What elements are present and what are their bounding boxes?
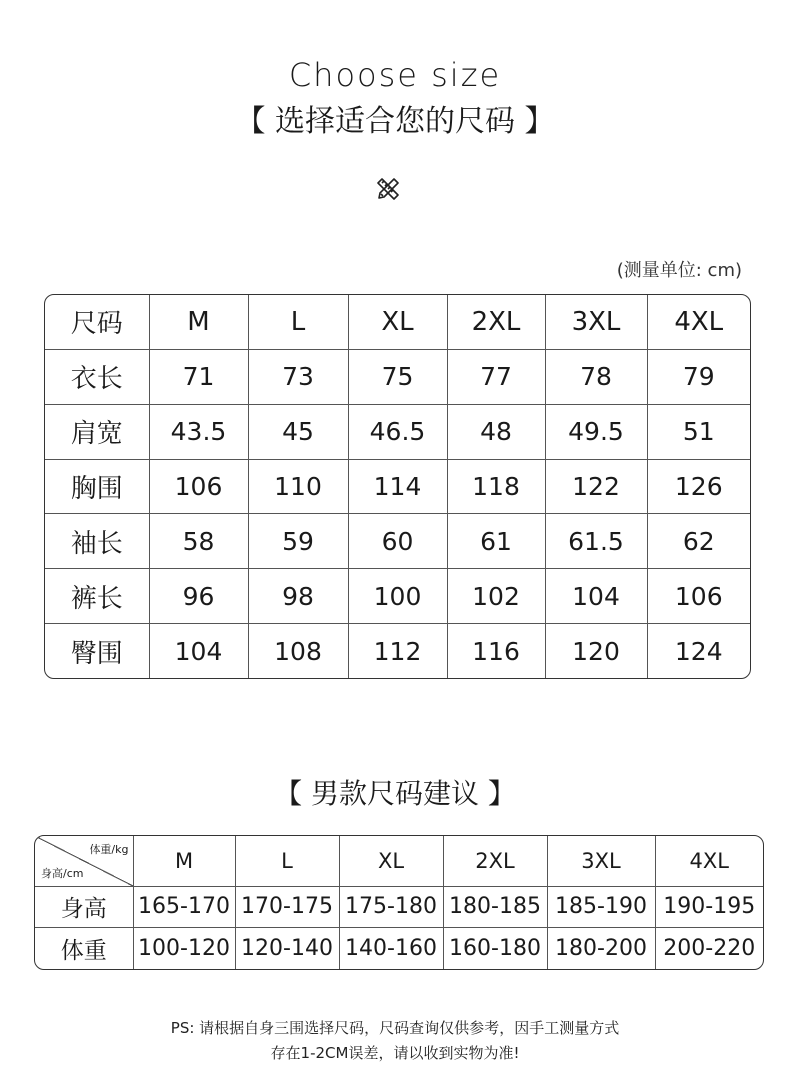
table-header-row [35,836,763,886]
page-title-en: Choose size [288,56,502,94]
size-header: 2XL [447,295,545,349]
recommendation-table [34,835,764,970]
weight-axis-label: 体重/kg [89,843,129,856]
recommendation-title: 【 男款尺码建议 】 [274,777,516,810]
table-cell: 120 [545,624,647,678]
table-cell: 45 [248,404,348,459]
row-label: 身高 [35,886,133,928]
table-cell: 48 [447,404,545,459]
table-cell: 140-160 [339,928,443,969]
table-cell: 73 [248,349,348,404]
table-cell: 170-175 [235,886,339,928]
table-row [45,514,750,569]
footer-note [0,1016,790,1066]
size-header: 3XL [545,295,647,349]
table-cell: 51 [647,404,750,459]
table-cell: 104 [149,624,248,678]
table-cell: 49.5 [545,404,647,459]
row-label: 袖长 [45,514,149,569]
table-cell: 122 [545,459,647,514]
table-cell: 126 [647,459,750,514]
table-cell: 100-120 [133,928,235,969]
footer-line-1: PS: 请根据自身三围选择尺码，尺码查询仅供参考，因手工测量方式 [170,1019,620,1037]
table-cell: 79 [647,349,750,404]
table-cell: 100 [348,569,447,624]
table-cell: 106 [149,459,248,514]
table-row [45,624,750,678]
table-row [45,404,750,459]
table-cell: 200-220 [663,936,756,962]
size-header: 3XL [547,836,655,886]
table-cell: 46.5 [348,404,447,459]
page-title-cn: 【 选择适合您的尺码 】 [235,104,555,139]
size-header: L [248,295,348,349]
row-label: 体重 [35,928,133,969]
table-cell: 120-140 [235,928,339,969]
row-label: 衣长 [45,349,149,404]
table-cell: 185-190 [547,886,655,928]
table-cell: 124 [674,636,723,666]
table-cell: 43.5 [149,404,248,459]
table-cell: 118 [447,459,545,514]
row-label: 臀围 [45,624,149,678]
table-cell: 59 [248,514,348,569]
ruler-pencil-icon [373,174,403,204]
table-cell: 98 [248,569,348,624]
table-cell: 180-185 [443,886,547,928]
table-cell: 175-180 [339,886,443,928]
table-cell: 114 [348,459,447,514]
diagonal-corner-cell [35,836,133,886]
table-cell: 77 [447,349,545,404]
table-cell: 102 [447,569,545,624]
table-cell: 75 [348,349,447,404]
table-cell: 112 [348,624,447,678]
table-row [45,349,750,404]
table-cell: 71 [149,349,248,404]
table-row [45,569,750,624]
table-header-row [45,295,750,349]
footer-line-2: 存在1-2CM误差，请以收到实物为准! [270,1044,520,1062]
corner-label: 尺码 [45,295,149,349]
size-header: L [235,836,339,886]
size-header: 2XL [443,836,547,886]
table-cell: 58 [149,514,248,569]
table-cell: 180-200 [547,928,655,969]
size-header: M [133,836,235,886]
table-row [35,886,763,928]
table-cell: 106 [647,569,750,624]
size-header: M [149,295,248,349]
row-label: 肩宽 [45,404,149,459]
table-cell: 110 [248,459,348,514]
table-cell: 62 [647,514,750,569]
table-cell: 60 [348,514,447,569]
table-row [35,928,763,969]
table-cell: 116 [447,624,545,678]
size-chart-table [44,294,751,679]
size-header: XL [339,836,443,886]
table-cell: 96 [149,569,248,624]
table-cell: 165-170 [133,886,235,928]
size-header: 4XL [647,295,750,349]
row-label: 胸围 [45,459,149,514]
table-cell: 61 [447,514,545,569]
table-row [45,459,750,514]
table-cell: 78 [545,349,647,404]
height-axis-label: 身高/cm [41,866,84,880]
size-header: 4XL [655,836,763,886]
table-cell: 190-195 [655,886,763,928]
table-cell: 160-180 [443,928,547,969]
unit-note: (测量单位: cm) [616,260,742,281]
table-cell: 108 [248,624,348,678]
table-cell: 104 [545,569,647,624]
row-label: 裤长 [45,569,149,624]
size-header: XL [348,295,447,349]
table-cell: 61.5 [545,514,647,569]
